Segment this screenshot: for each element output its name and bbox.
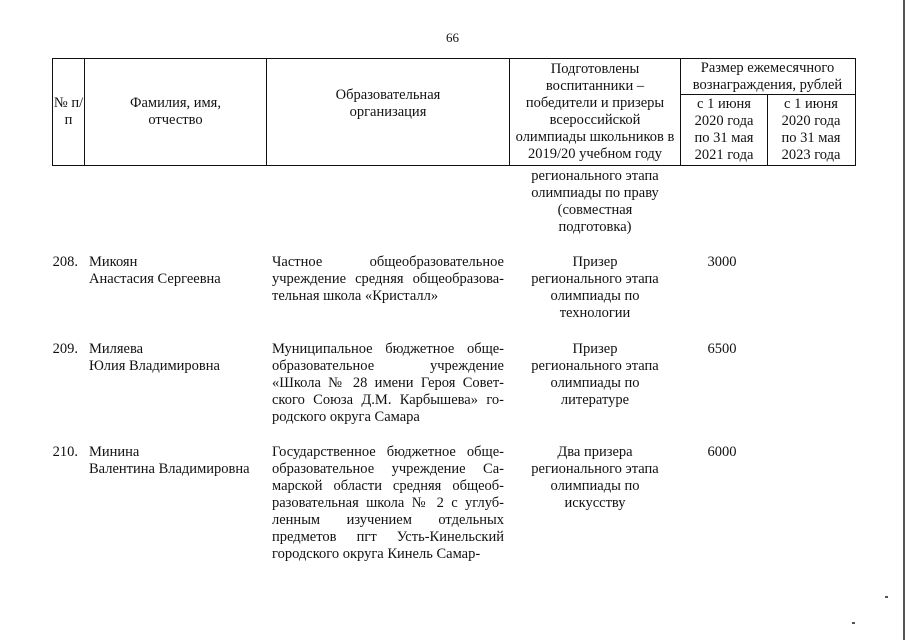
row-amount-2021: 6000: [707, 444, 737, 460]
page-number: 66: [446, 30, 459, 45]
row-amount-2021: 3000: [707, 254, 737, 270]
scan-speck: [852, 622, 855, 624]
header-period-2023: с 1 июня 2020 года по 31 мая 2023 года: [781, 95, 841, 163]
row-amount-2021: 6500: [707, 341, 737, 357]
scan-edge: [903, 0, 905, 640]
row-org: Частное общеобразовательное учреждение средняя общеобразова- тельная школа «Кристалл»: [272, 254, 504, 304]
header-org: Образовательная организация: [335, 87, 441, 120]
scan-speck: [885, 596, 888, 598]
header-prepared: Подготовлены воспитанники – победители и призеры всероссийской олимпиады школьников в 2019/20 учебном году: [515, 61, 675, 162]
row-achievement: Призер регионального этапа олимпиады по технологии: [531, 254, 659, 321]
continuation-achievement: регионального этапа олимпиады по праву (совместная подготовка): [531, 168, 659, 235]
row-achievement: Два призера регионального этапа олимпиады по искусству: [531, 444, 659, 511]
row-number: 208.: [52, 254, 78, 270]
row-org: Государственное бюджетное обще- образовательное учреждение Са- марской области средняя общеоб- разовательная школа № 2 с углуб- ленным изучением отдельных предметов пгт Усть-Кинельский городского округа Кинель Самар-: [272, 444, 504, 562]
row-name: Минина Валентина Владимировна: [89, 444, 250, 477]
row-org: Муниципальное бюджетное обще- образовательное учреждение «Школа № 28 имени Героя Совет- ского Союза Д.М. Карбышева» го- родского округа Самара: [272, 341, 504, 425]
header-amount: Размер ежемесячного вознаграждения, рублей: [692, 59, 843, 93]
header-period-2021: с 1 июня 2020 года по 31 мая 2021 года: [694, 95, 754, 163]
header-name: Фамилия, имя, отчество: [130, 94, 221, 128]
row-number: 210.: [52, 444, 78, 460]
header-num: № п/п: [53, 94, 84, 128]
row-achievement: Призер регионального этапа олимпиады по литературе: [531, 341, 659, 408]
row-name: Миляева Юлия Владимировна: [89, 341, 220, 374]
row-number: 209.: [52, 341, 78, 357]
row-name: Микоян Анастасия Сергеевна: [89, 254, 221, 287]
